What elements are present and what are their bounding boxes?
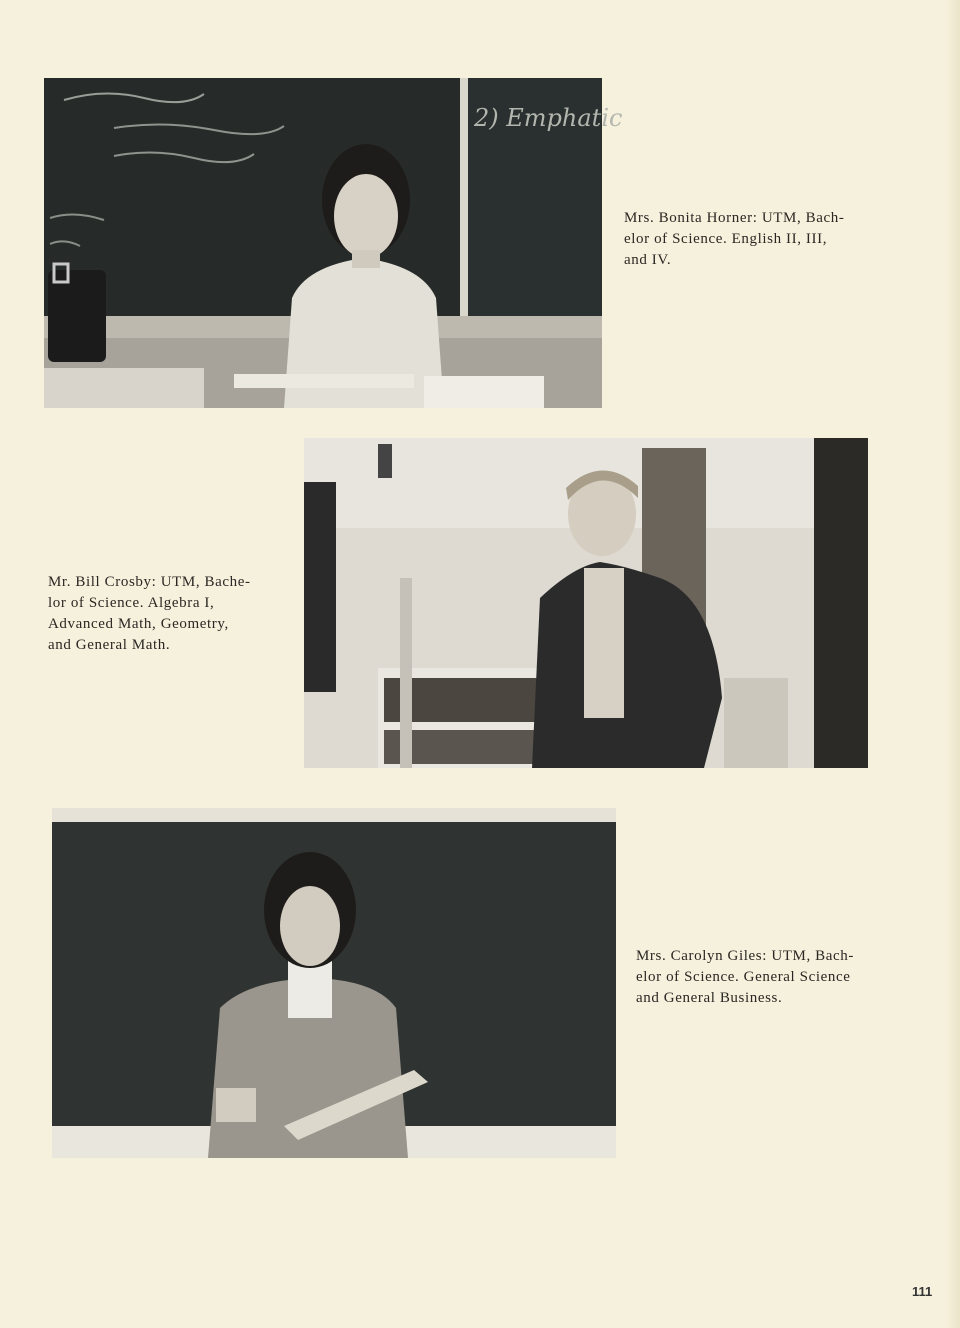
page-edge [946, 0, 960, 1328]
chalkboard-text: 2) Emphatic [474, 104, 623, 132]
caption-bill-crosby: Mr. Bill Crosby: UTM, Bache- lor of Science. Algebra I, Advanced Math, Geometry, and General Math. [48, 574, 251, 653]
classroom-photo-3 [52, 808, 616, 1158]
classroom-photo-1 [44, 78, 623, 408]
photo-bill-crosby [304, 438, 868, 768]
photo-bonita-horner [44, 78, 623, 408]
caption-carolyn-giles: Mrs. Carolyn Giles: UTM, Bach- elor of Science. General Science and General Business. [636, 948, 854, 1006]
page-number: 111 [912, 1284, 933, 1299]
classroom-photo-2 [304, 438, 868, 768]
caption-bonita-horner: Mrs. Bonita Horner: UTM, Bach- elor of Science. English II, III, and IV. [624, 210, 845, 268]
photo-carolyn-giles [52, 808, 616, 1158]
